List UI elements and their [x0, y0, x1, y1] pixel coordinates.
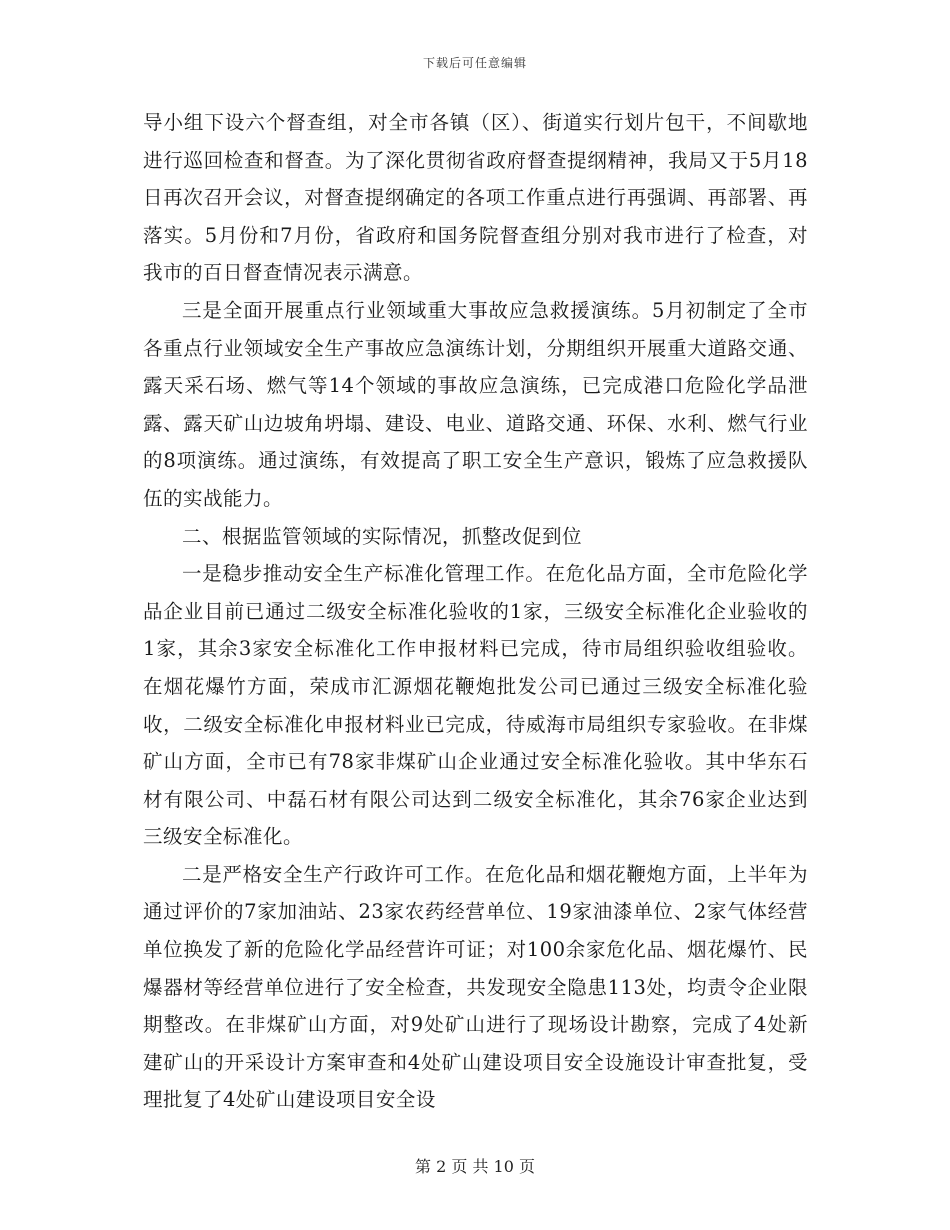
page-footer: 第 2 页 共 10 页	[415, 1157, 535, 1176]
paragraph-3: 一是稳步推动安全生产标准化管理工作。在危化品方面，全市危险化学品企业目前已通过二级安全标准化验收的1家，三级安全标准化企业验收的1家，其余3家安全标准化工作申报材料已完成，待市局组织验收组验收。在烟花爆竹方面，荣成市汇源烟花鞭炮批发公司已通过三级安全标准化验收，二级安全标准化申报材料业已完成，待威海市局组织专家验收。在非煤矿山方面，全市已有78家非煤矿山企业通过安全标准化验收。其中华东石材有限公司、中磊石材有限公司达到二级安全标准化，其余76家企业达到三级安全标准化。	[143, 562, 808, 849]
paragraph-1: 导小组下设六个督查组，对全市各镇（区）、街道实行划片包干，不间歇地进行巡回检查和督查。为了深化贯彻省政府督查提纲精神，我局又于5月18日再次召开会议，对督查提纲确定的各项工作重点进行再强调、再部署、再落实。5月份和7月份，省政府和国务院督查组分别对我市进行了检查，对我市的百日督查情况表示满意。	[143, 111, 808, 285]
paragraph-4: 二是严格安全生产行政许可工作。在危化品和烟花鞭炮方面，上半年为通过评价的7家加油站、23家农药经营单位、19家油漆单位、2家气体经营单位换发了新的危险化学品经营许可证；对100余家危化品、烟花爆竹、民爆器材等经营单位进行了安全检查，共发现安全隐患113处，均责令企业限期整改。在非煤矿山方面，对9处矿山进行了现场设计勘察，完成了4处新建矿山的开采设计方案审查和4处矿山建设项目安全设施设计审查批复，受理批复了4处矿山建设项目安全设	[143, 862, 808, 1112]
paragraph-2: 三是全面开展重点行业领域重大事故应急救援演练。5月初制定了全市各重点行业领域安全生产事故应急演练计划，分期组织开展重大道路交通、露天采石场、燃气等14个领域的事故应急演练，已完成港口危险化学品泄露、露天矿山边坡角坍塌、建设、电业、道路交通、环保、水利、燃气行业的8项演练。通过演练，有效提高了职工安全生产意识，锻炼了应急救援队伍的实战能力。	[143, 298, 808, 510]
page-header: 下载后可任意编辑	[422, 56, 527, 70]
document-body	[143, 104, 808, 1119]
section-heading: 二、根据监管领域的实际情况，抓整改促到位	[182, 524, 583, 548]
